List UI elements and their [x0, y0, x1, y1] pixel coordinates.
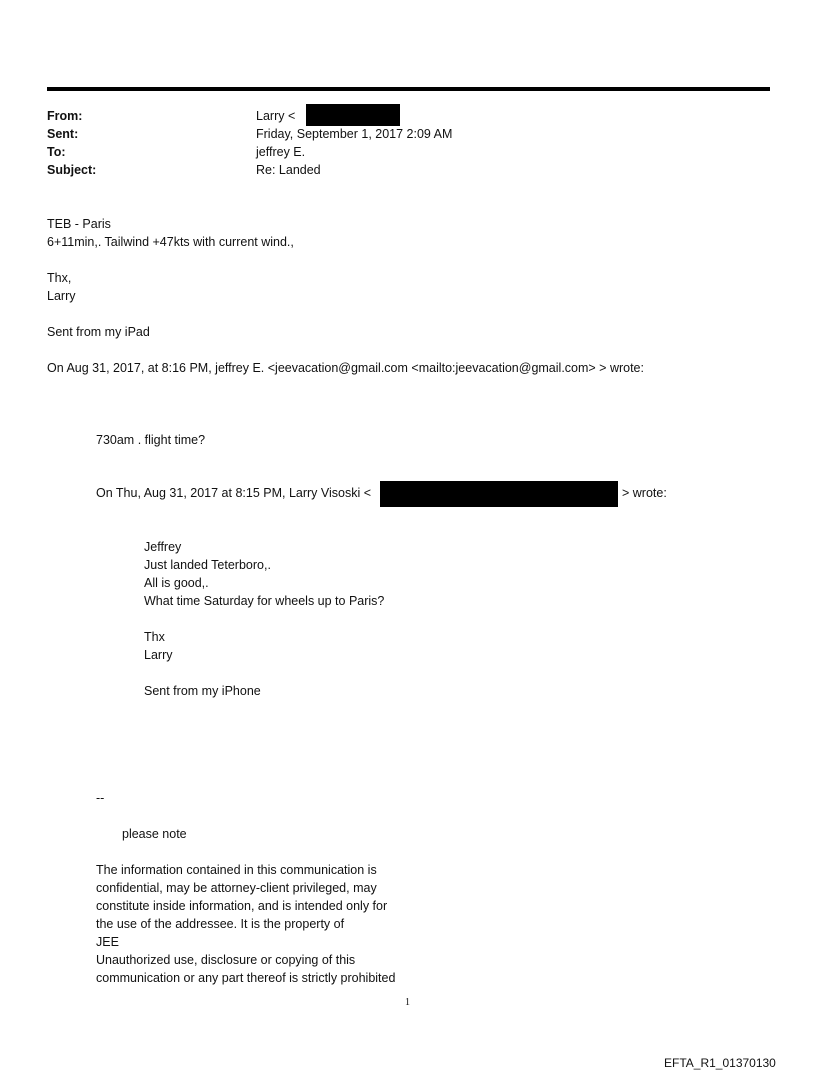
disclaimer-note: please note — [122, 827, 187, 841]
from-label: From: — [47, 109, 83, 123]
disclaimer-line: communication or any part thereof is strictly prohibited — [96, 971, 396, 985]
subject-label: Subject: — [47, 163, 97, 177]
quote-header: On Aug 31, 2017, at 8:16 PM, jeffrey E. <jeevacation@gmail.com <mailto:jeevacation@gmail.com> > wrote: — [47, 361, 644, 375]
redaction-box — [306, 104, 400, 126]
to-value: jeffrey E. — [256, 145, 306, 159]
disclaimer-line: constitute inside information, and is intended only for — [96, 899, 388, 913]
reply-quote-header-suffix: > wrote: — [622, 486, 667, 500]
disclaimer-line: Unauthorized use, disclosure or copying of this — [96, 953, 356, 967]
nested-line: Jeffrey — [144, 540, 182, 554]
page-number: 1 — [405, 997, 410, 1008]
from-value: Larry < — [256, 109, 296, 123]
disclaimer-line: The information contained in this communication is — [96, 863, 377, 877]
nested-name: Larry — [144, 648, 173, 662]
disclaimer-line: JEE — [96, 935, 119, 949]
subject-value: Re: Landed — [256, 163, 321, 177]
nested-line: What time Saturday for wheels up to Paris? — [144, 594, 385, 608]
to-label: To: — [47, 145, 66, 159]
nested-line: Just landed Teterboro,. — [144, 558, 271, 572]
separator: -- — [96, 791, 105, 805]
sent-label: Sent: — [47, 127, 79, 141]
nested-thanks: Thx — [144, 630, 165, 644]
body-line: TEB - Paris — [47, 217, 111, 231]
redaction-box — [380, 481, 618, 507]
body-name: Larry — [47, 289, 76, 303]
body-thanks: Thx, — [47, 271, 72, 285]
document-id: EFTA_R1_01370130 — [664, 1056, 776, 1070]
disclaimer-line: the use of the addressee. It is the property of — [96, 917, 345, 931]
nested-line: All is good,. — [144, 576, 209, 590]
reply-text: 730am . flight time? — [96, 433, 206, 447]
sent-value: Friday, September 1, 2017 2:09 AM — [256, 127, 453, 141]
body-signature: Sent from my iPad — [47, 325, 150, 339]
nested-signature: Sent from my iPhone — [144, 684, 261, 698]
header-rule — [47, 87, 770, 91]
reply-quote-header-prefix: On Thu, Aug 31, 2017 at 8:15 PM, Larry Visoski < — [96, 486, 372, 500]
body-line: 6+11min,. Tailwind +47kts with current wind., — [47, 235, 294, 249]
disclaimer-line: confidential, may be attorney-client privileged, may — [96, 881, 377, 895]
